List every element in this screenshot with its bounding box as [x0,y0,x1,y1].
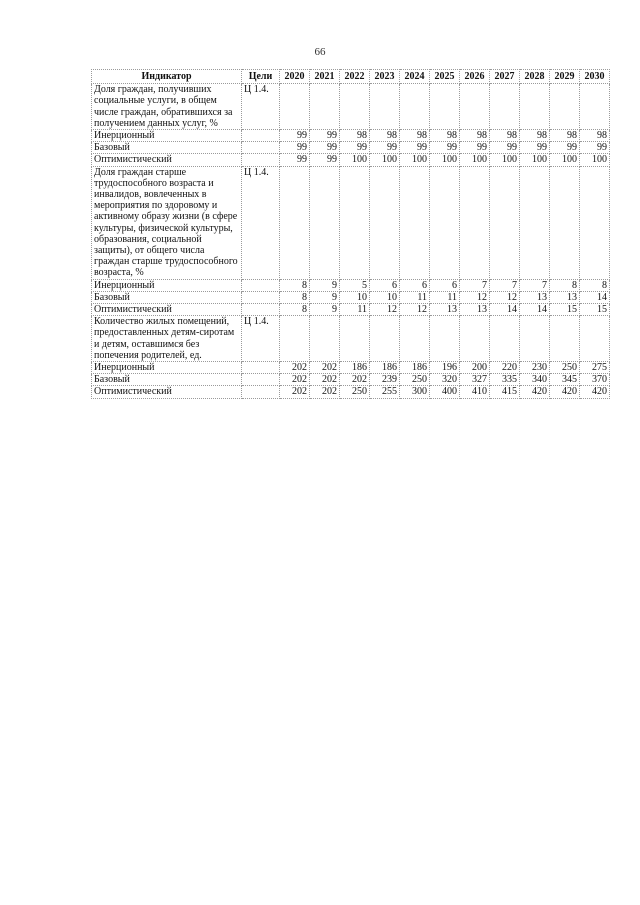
header-year: 2021 [310,70,340,84]
value-cell: 13 [460,304,490,316]
scenario-row [92,362,610,374]
value-cell: 98 [490,130,520,142]
value-cell: 202 [340,374,370,386]
value-cell: 10 [340,291,370,303]
empty-cell [242,130,280,142]
empty-cell [400,316,430,362]
value-cell: 99 [550,142,580,154]
header-goal: Цели [242,70,280,84]
value-cell: 100 [490,154,520,166]
empty-cell [242,374,280,386]
value-cell: 186 [340,362,370,374]
value-cell: 196 [430,362,460,374]
scenario-label: Оптимистический [92,154,242,166]
value-cell: 186 [370,362,400,374]
empty-cell [242,142,280,154]
scenario-row [92,279,610,291]
value-cell: 8 [280,291,310,303]
header-year: 2022 [340,70,370,84]
empty-cell [242,291,280,303]
empty-cell [550,166,580,279]
value-cell: 99 [490,142,520,154]
scenario-row [92,130,610,142]
value-cell: 327 [460,374,490,386]
value-cell: 100 [340,154,370,166]
value-cell: 98 [340,130,370,142]
value-cell: 99 [310,154,340,166]
header-indicator: Индикатор [92,70,242,84]
empty-cell [242,279,280,291]
value-cell: 99 [460,142,490,154]
value-cell: 9 [310,291,340,303]
empty-cell [580,166,610,279]
value-cell: 5 [340,279,370,291]
table-body [92,84,610,398]
empty-cell [520,166,550,279]
empty-cell [340,84,370,130]
scenario-label: Оптимистический [92,304,242,316]
value-cell: 255 [370,386,400,398]
value-cell: 420 [550,386,580,398]
value-cell: 6 [430,279,460,291]
value-cell: 98 [430,130,460,142]
empty-cell [340,316,370,362]
empty-cell [430,84,460,130]
empty-cell [490,84,520,130]
scenario-row [92,374,610,386]
empty-cell [520,84,550,130]
indicator-group-row [92,316,610,362]
value-cell: 8 [580,279,610,291]
empty-cell [520,316,550,362]
scenario-label: Инерционный [92,130,242,142]
value-cell: 100 [460,154,490,166]
empty-cell [370,84,400,130]
scenario-row [92,142,610,154]
value-cell: 12 [460,291,490,303]
header-year: 2030 [580,70,610,84]
value-cell: 98 [580,130,610,142]
empty-cell [460,166,490,279]
value-cell: 250 [340,386,370,398]
value-cell: 220 [490,362,520,374]
value-cell: 9 [310,279,340,291]
indicator-name: Доля граждан, получивших социальные услуги, в общем числе граждан, обратившихся за получением данных услуг, % [92,84,242,130]
value-cell: 99 [520,142,550,154]
value-cell: 420 [580,386,610,398]
value-cell: 12 [490,291,520,303]
value-cell: 202 [310,374,340,386]
value-cell: 14 [520,304,550,316]
value-cell: 410 [460,386,490,398]
indicator-goal: Ц 1.4. [242,316,280,362]
value-cell: 8 [280,304,310,316]
value-cell: 9 [310,304,340,316]
scenario-label: Базовый [92,142,242,154]
value-cell: 186 [400,362,430,374]
value-cell: 99 [370,142,400,154]
empty-cell [370,316,400,362]
scenario-label: Инерционный [92,279,242,291]
empty-cell [310,166,340,279]
empty-cell [310,84,340,130]
value-cell: 345 [550,374,580,386]
value-cell: 8 [550,279,580,291]
value-cell: 98 [520,130,550,142]
empty-cell [400,166,430,279]
indicator-name: Количество жилых помещений, предоставленных детям-сиротам и детям, оставшимся без попечения родителей, ед. [92,316,242,362]
value-cell: 11 [400,291,430,303]
empty-cell [242,362,280,374]
empty-cell [460,84,490,130]
header-year: 2028 [520,70,550,84]
indicator-goal: Ц 1.4. [242,166,280,279]
value-cell: 202 [280,386,310,398]
scenario-row [92,304,610,316]
value-cell: 6 [370,279,400,291]
empty-cell [280,316,310,362]
value-cell: 99 [280,154,310,166]
scenario-label: Базовый [92,291,242,303]
empty-cell [550,84,580,130]
value-cell: 250 [400,374,430,386]
value-cell: 13 [520,291,550,303]
value-cell: 200 [460,362,490,374]
empty-cell [490,316,520,362]
value-cell: 420 [520,386,550,398]
header-year: 2027 [490,70,520,84]
value-cell: 15 [550,304,580,316]
value-cell: 202 [280,374,310,386]
scenario-row [92,386,610,398]
page-number: 66 [314,46,326,58]
indicator-group-row [92,166,610,279]
empty-cell [580,316,610,362]
header-year: 2029 [550,70,580,84]
scenario-label: Оптимистический [92,386,242,398]
value-cell: 6 [400,279,430,291]
value-cell: 99 [310,142,340,154]
empty-cell [280,84,310,130]
empty-cell [490,166,520,279]
value-cell: 415 [490,386,520,398]
table-header-row [92,70,610,84]
indicator-group-row [92,84,610,130]
value-cell: 99 [340,142,370,154]
empty-cell [430,166,460,279]
indicator-table [91,69,610,399]
value-cell: 370 [580,374,610,386]
value-cell: 335 [490,374,520,386]
empty-cell [370,166,400,279]
indicator-name: Доля граждан старше трудоспособного возраста и инвалидов, вовлеченных в мероприятия по здоровому и активному образу жизни (в сфере культуры, физической культуры, образования, социальной защиты), от общего числа граждан старше трудоспособного возраста, % [92,166,242,279]
value-cell: 98 [400,130,430,142]
scenario-label: Базовый [92,374,242,386]
scenario-row [92,291,610,303]
value-cell: 8 [280,279,310,291]
value-cell: 98 [460,130,490,142]
value-cell: 14 [490,304,520,316]
value-cell: 250 [550,362,580,374]
value-cell: 12 [370,304,400,316]
empty-cell [550,316,580,362]
value-cell: 100 [430,154,460,166]
value-cell: 7 [520,279,550,291]
value-cell: 400 [430,386,460,398]
indicator-goal: Ц 1.4. [242,84,280,130]
scenario-row [92,154,610,166]
empty-cell [242,304,280,316]
value-cell: 100 [520,154,550,166]
header-year: 2023 [370,70,400,84]
value-cell: 239 [370,374,400,386]
empty-cell [340,166,370,279]
empty-cell [242,154,280,166]
empty-cell [310,316,340,362]
value-cell: 13 [550,291,580,303]
empty-cell [400,84,430,130]
value-cell: 202 [310,386,340,398]
empty-cell [430,316,460,362]
value-cell: 7 [460,279,490,291]
value-cell: 99 [430,142,460,154]
value-cell: 10 [370,291,400,303]
value-cell: 99 [580,142,610,154]
value-cell: 100 [580,154,610,166]
scenario-label: Инерционный [92,362,242,374]
value-cell: 14 [580,291,610,303]
value-cell: 300 [400,386,430,398]
value-cell: 100 [550,154,580,166]
value-cell: 320 [430,374,460,386]
value-cell: 100 [400,154,430,166]
value-cell: 100 [370,154,400,166]
value-cell: 99 [280,142,310,154]
header-year: 2024 [400,70,430,84]
value-cell: 202 [310,362,340,374]
empty-cell [580,84,610,130]
value-cell: 15 [580,304,610,316]
value-cell: 99 [280,130,310,142]
value-cell: 13 [430,304,460,316]
value-cell: 7 [490,279,520,291]
empty-cell [280,166,310,279]
value-cell: 98 [370,130,400,142]
empty-cell [242,386,280,398]
value-cell: 99 [400,142,430,154]
value-cell: 230 [520,362,550,374]
value-cell: 275 [580,362,610,374]
value-cell: 12 [400,304,430,316]
header-year: 2025 [430,70,460,84]
value-cell: 340 [520,374,550,386]
value-cell: 202 [280,362,310,374]
value-cell: 99 [310,130,340,142]
header-year: 2020 [280,70,310,84]
value-cell: 98 [550,130,580,142]
empty-cell [460,316,490,362]
header-year: 2026 [460,70,490,84]
value-cell: 11 [430,291,460,303]
value-cell: 11 [340,304,370,316]
